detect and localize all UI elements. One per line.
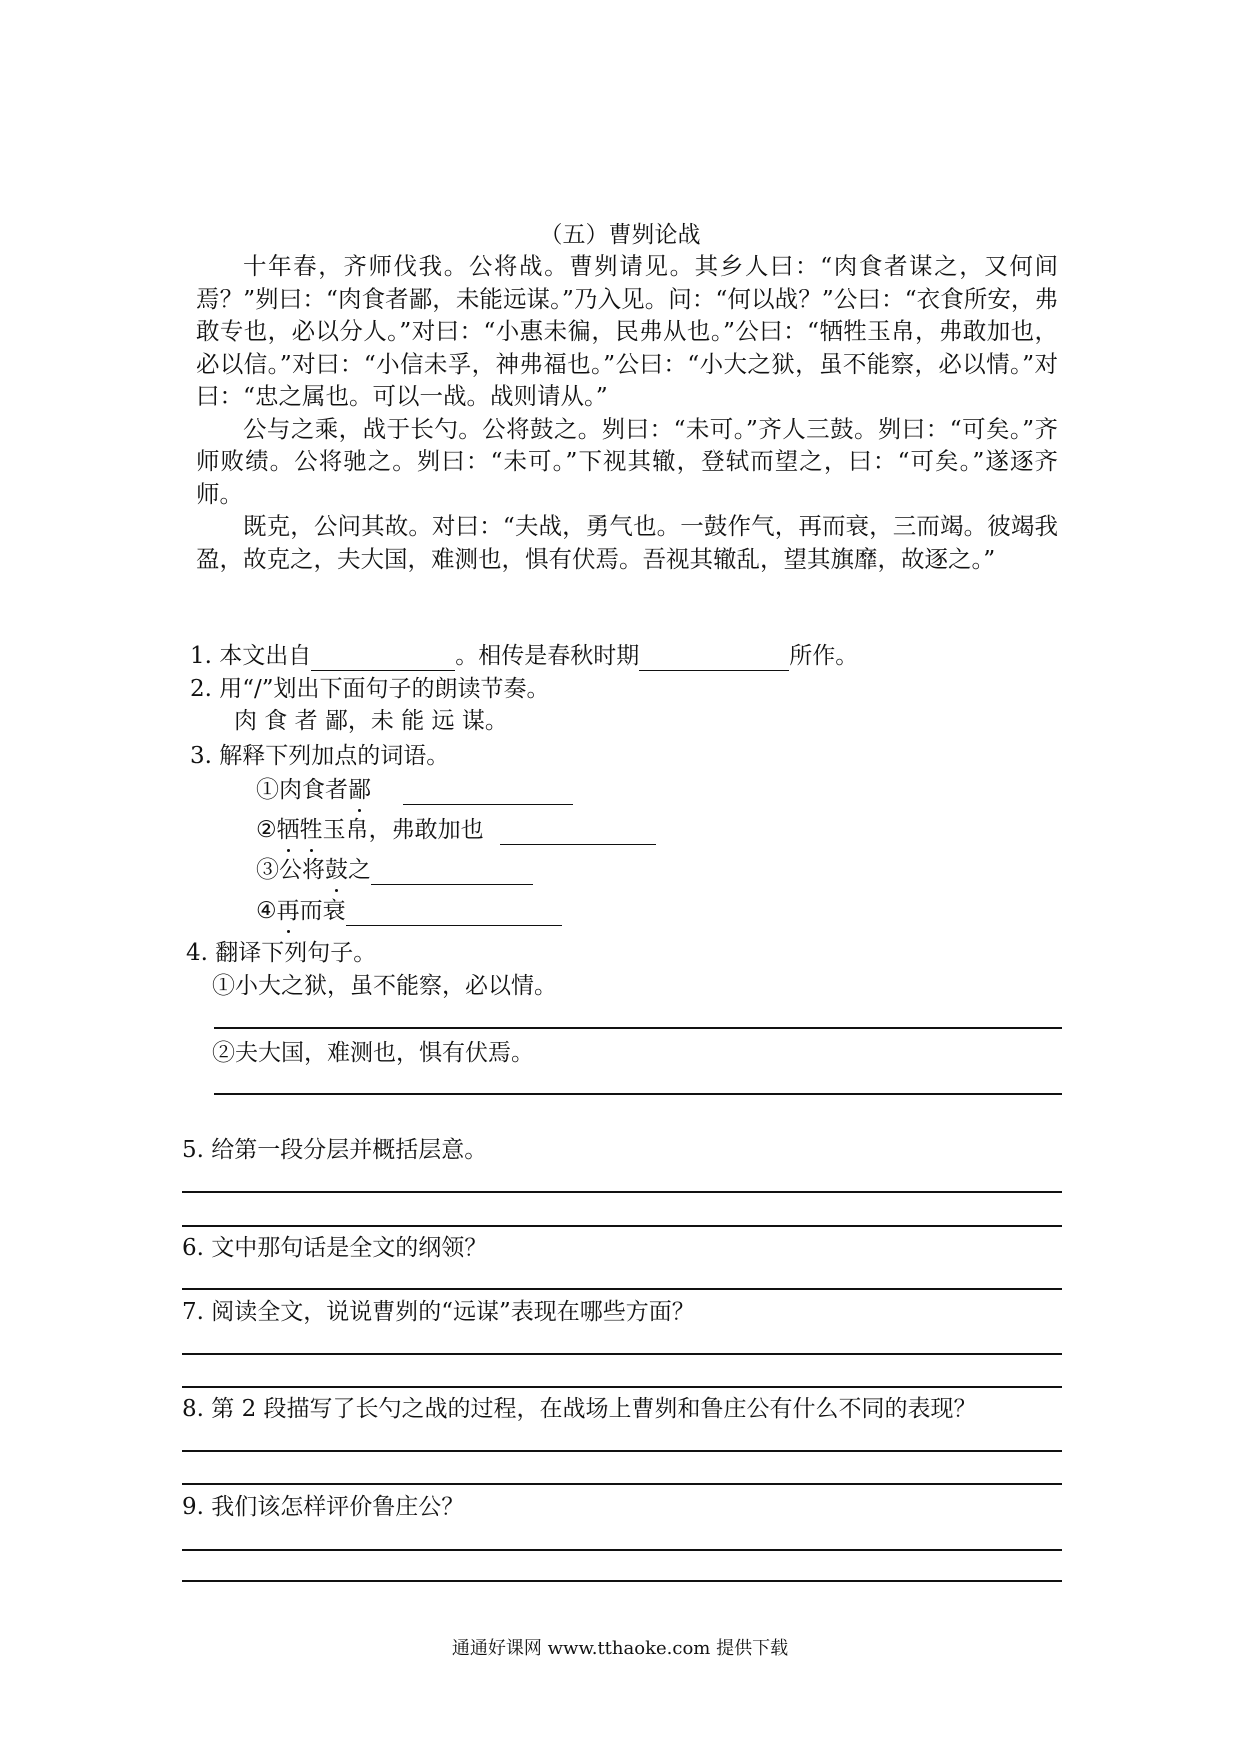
answer-line[interactable] (182, 1549, 1062, 1551)
dotted-word: 牲 (299, 817, 323, 843)
question-3-item-1: ①肉食者鄙 (256, 775, 573, 805)
dotted-word: 鄙 (348, 777, 371, 803)
question-3-item-4: ④再而衰 (256, 896, 562, 926)
question-3: 3. 解释下列加点的词语。 (190, 743, 450, 769)
dotted-word: 再 (276, 898, 300, 924)
answer-line[interactable] (182, 1288, 1062, 1290)
answer-blank[interactable] (500, 818, 656, 845)
passage-text (196, 250, 1058, 575)
footer-credit: 通通好课网 www.tthaoke.com 提供下载 (451, 1638, 789, 1659)
answer-line[interactable] (182, 1386, 1062, 1388)
question-9: 9. 我们该怎样评价鲁庄公？ (182, 1494, 465, 1520)
question-2: 2. 用“/”划出下面句子的朗读节奏。 (190, 676, 550, 702)
passage-paragraph-3: 既克，公问其故。对曰：“夫战，勇气也。一鼓作气，再而衰，三而竭。彼竭我盈，故克之，夫大国，难测也，惧有伏焉。吾视其辙乱，望其旗靡，故逐之。” (196, 512, 1058, 573)
dotted-word: 牺 (276, 817, 300, 843)
question-2-sentence: 肉 食 者 鄙，未 能 远 谋。 (234, 708, 508, 734)
question-4-sentence-2: ②夫大国，难测也，惧有伏焉。 (212, 1040, 534, 1066)
answer-line[interactable] (182, 1225, 1062, 1227)
answer-line[interactable] (182, 1191, 1062, 1193)
answer-line[interactable] (182, 1483, 1062, 1485)
question-4: 4. 翻译下列句子。 (186, 940, 377, 966)
answer-blank[interactable] (403, 778, 573, 805)
question-3-item-2: ②牺牲玉帛，弗敢加也 (256, 815, 656, 845)
answer-line[interactable] (182, 1450, 1062, 1452)
answer-line[interactable] (182, 1353, 1062, 1355)
answer-line[interactable] (214, 1027, 1062, 1029)
question-7: 7. 阅读全文，说说曹刿的“远谋”表现在哪些方面？ (182, 1299, 695, 1325)
answer-blank[interactable] (639, 644, 789, 671)
dotted-word: 鼓 (325, 857, 348, 883)
question-5: 5. 给第一段分层并概括层意。 (182, 1137, 488, 1163)
passage-title: （五）曹刿论战 (539, 222, 701, 248)
question-8: 8. 第 2 段描写了长勺之战的过程，在战场上曹刿和鲁庄公有什么不同的表现？ (182, 1396, 977, 1422)
passage-paragraph-2: 公与之乘，战于长勺。公将鼓之。刿曰：“未可。”齐人三鼓。刿曰：“可矣。”齐师败绩。公将驰之。刿曰：“未可。”下视其辙，登轼而望之，曰：“可矣。”遂逐齐师。 (196, 414, 1058, 508)
answer-line[interactable] (214, 1093, 1062, 1095)
answer-blank[interactable] (371, 858, 533, 885)
question-3-item-3: ③公将鼓之 (256, 855, 533, 885)
question-1: 1. 本文出自 。相传是春秋时期 所作。 (190, 643, 859, 669)
question-6: 6. 文中那句话是全文的纲领？ (182, 1235, 488, 1261)
answer-blank[interactable] (346, 899, 562, 926)
question-4-sentence-1: ①小大之狱，虽不能察，必以情。 (212, 973, 557, 999)
passage-paragraph-1: 十年春，齐师伐我。公将战。曹刿请见。其乡人曰：“肉食者谋之，又何间焉？”刿曰：“肉食者鄙，未能远谋。”乃入见。问：“何以战？”公曰：“衣食所安，弗敢专也，必以分人。”对曰：“小惠未徧，民弗从也。”公曰：“牺牲玉帛，弗敢加也，必以信。”对曰：“小信未孚，神弗福也。”公曰：“小大之狱，虽不能察，必以情。”对曰：“忠之属也。可以一战。战则请从。” (196, 252, 1058, 410)
answer-line[interactable] (182, 1580, 1062, 1582)
answer-blank[interactable] (311, 644, 455, 671)
